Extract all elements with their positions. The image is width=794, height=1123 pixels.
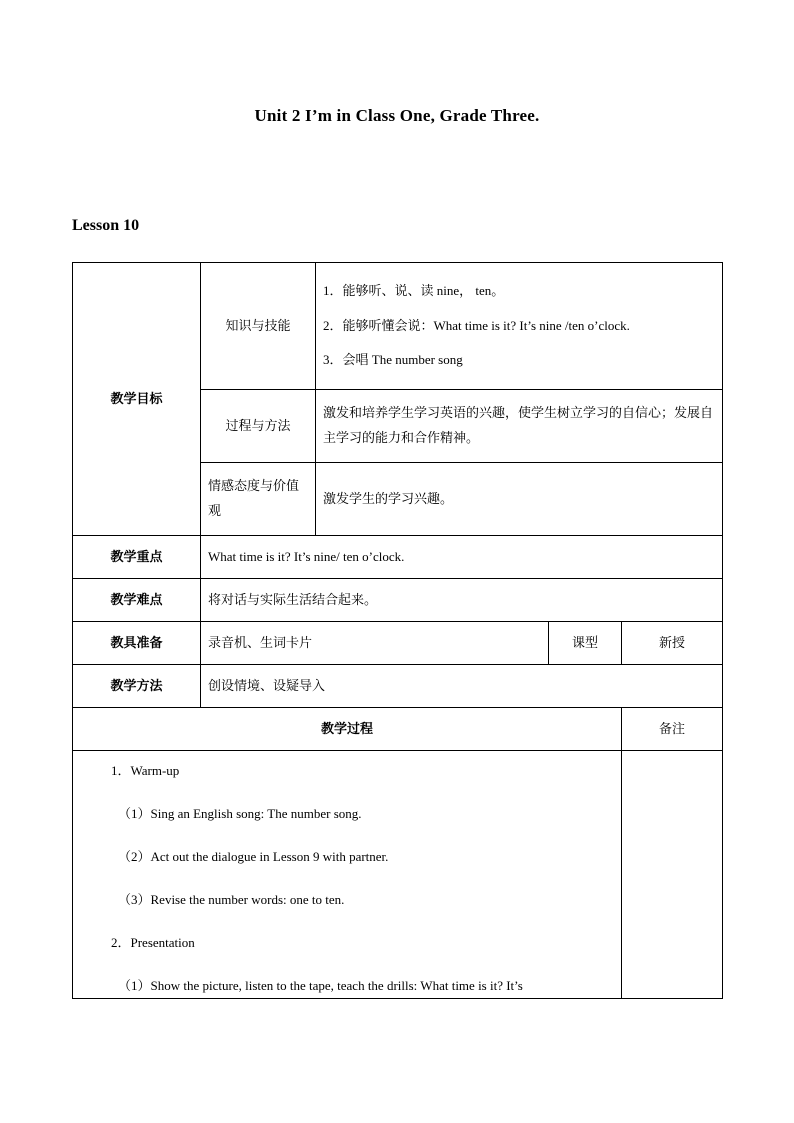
key-points-label: 教学重点 bbox=[73, 536, 201, 579]
process-methods-content: 激发和培养学生学习英语的兴趣，使学生树立学习的自信心；发展自主学习的能力和合作精神。 bbox=[316, 390, 723, 463]
difficulties-label: 教学难点 bbox=[73, 579, 201, 622]
table-row bbox=[73, 263, 723, 390]
process-step: （2）Act out the dialogue in Lesson 9 with partner. bbox=[118, 849, 389, 864]
knowledge-item-3: 3．会唱 The number song bbox=[323, 352, 463, 368]
process-content bbox=[73, 751, 622, 999]
key-points-content: What time is it? It’s nine/ ten o’clock. bbox=[201, 536, 723, 579]
process-methods-label: 过程与方法 bbox=[201, 390, 316, 463]
process-step: （1）Show the picture, listen to the tape, teach the drills: What time is it? It’s bbox=[118, 978, 523, 993]
knowledge-skills-label: 知识与技能 bbox=[201, 263, 316, 390]
knowledge-skills-content bbox=[316, 263, 723, 390]
table-row bbox=[73, 708, 723, 751]
methods-label: 教学方法 bbox=[73, 665, 201, 708]
table-row bbox=[73, 579, 723, 622]
emotion-values-label: 情感态度与价值观 bbox=[201, 463, 316, 536]
notes-header: 备注 bbox=[622, 708, 723, 751]
process-step: （1）Sing an English song: The number song. bbox=[118, 806, 362, 821]
lesson-heading: Lesson 10 bbox=[72, 217, 140, 234]
notes-content bbox=[622, 751, 723, 999]
emotion-values-content: 激发学生的学习兴趣。 bbox=[316, 463, 723, 536]
table-row bbox=[73, 622, 723, 665]
table-row bbox=[73, 751, 723, 999]
lesson-type-label: 课型 bbox=[549, 622, 622, 665]
table-row bbox=[73, 536, 723, 579]
knowledge-item-1: 1．能够听、说、读 nine， ten。 bbox=[323, 282, 505, 298]
table-row bbox=[73, 665, 723, 708]
materials-label: 教具准备 bbox=[73, 622, 201, 665]
page-title: Unit 2 I’m in Class One, Grade Three. bbox=[254, 106, 540, 125]
process-header: 教学过程 bbox=[73, 708, 622, 751]
materials-content: 录音机、生词卡片 bbox=[201, 622, 549, 665]
methods-content: 创设情境、设疑导入 bbox=[201, 665, 723, 708]
lesson-plan-table bbox=[72, 262, 723, 999]
process-step: （3）Revise the number words: one to ten. bbox=[118, 892, 345, 907]
lesson-type-value: 新授 bbox=[622, 622, 723, 665]
difficulties-content: 将对话与实际生活结合起来。 bbox=[201, 579, 723, 622]
objectives-label: 教学目标 bbox=[73, 263, 201, 536]
knowledge-item-2: 2．能够听懂会说：What time is it? It’s nine /ten o’clock. bbox=[323, 317, 630, 333]
process-step: 2．Presentation bbox=[111, 935, 195, 950]
process-step: 1．Warm-up bbox=[111, 763, 180, 778]
